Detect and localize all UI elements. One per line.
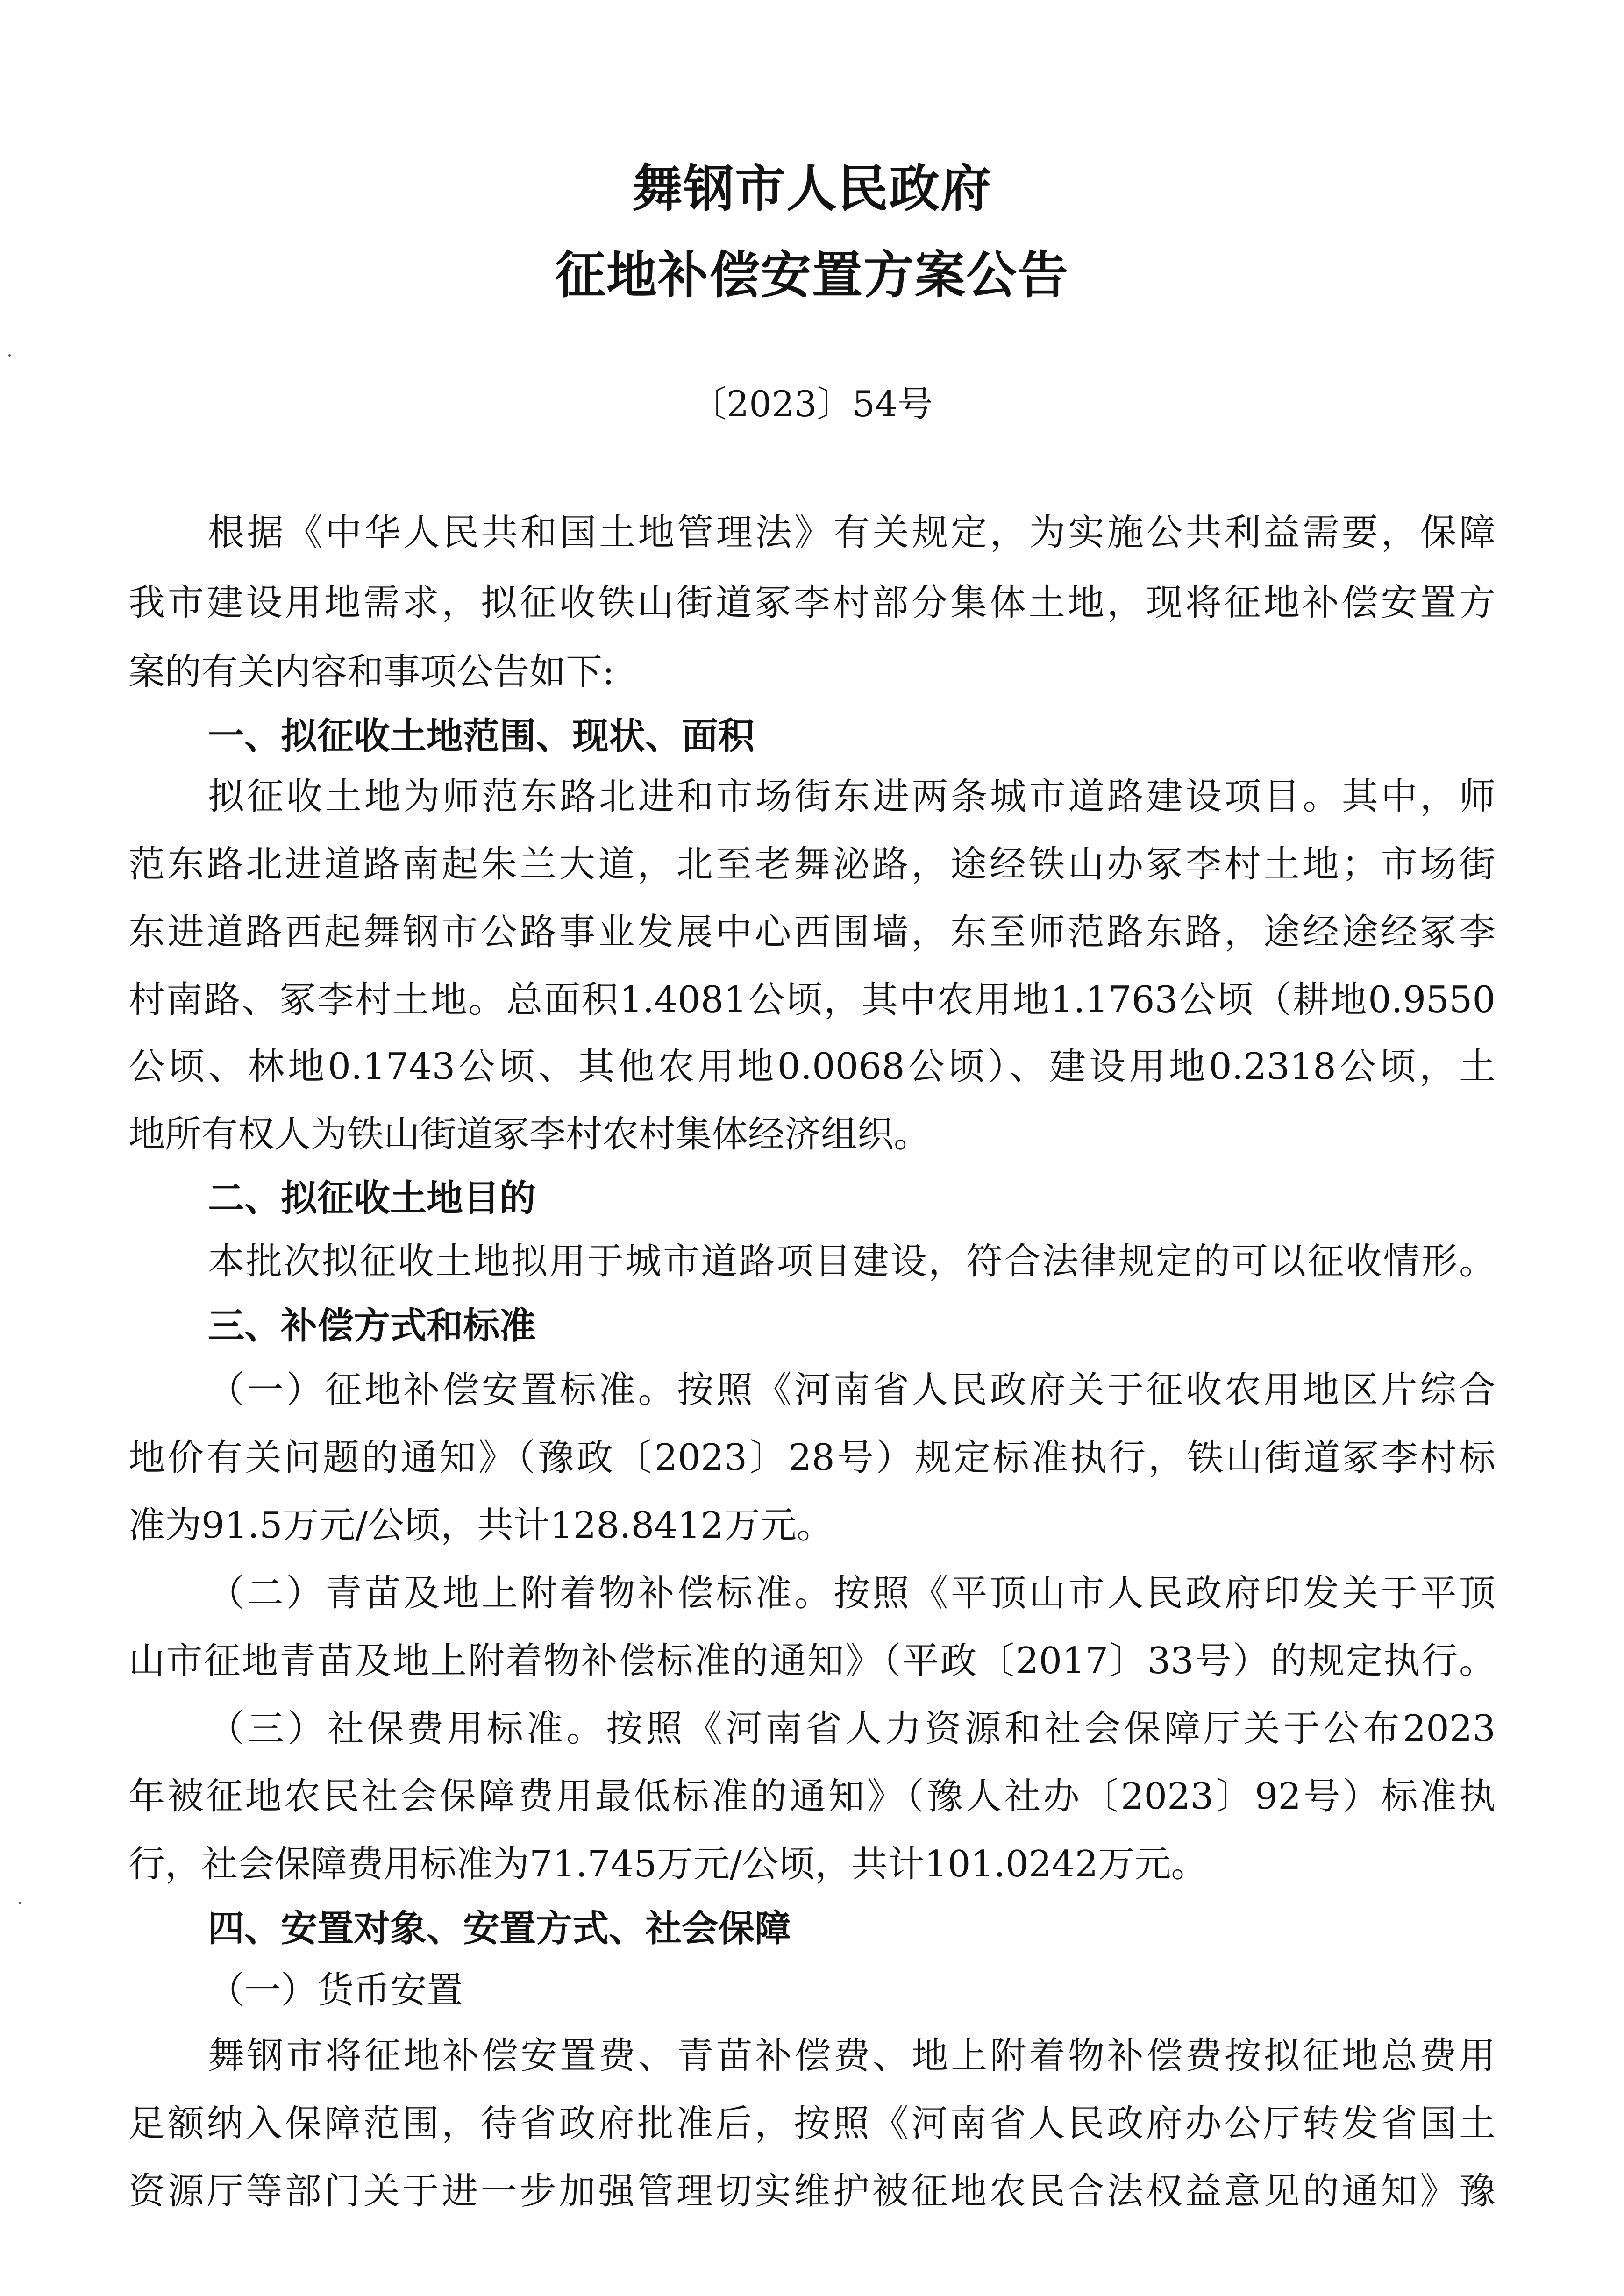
paragraph-line: 根据《中华人民共和国土地管理法》有关规定，为实施公共利益需要，保障 [208, 512, 1496, 554]
paragraph-line: 舞钢市将征地补偿安置费、青苗补偿费、地上附着物补偿费按拟征地总费用 [208, 2035, 1496, 2077]
paragraph-line: 足额纳入保障范围，待省政府批准后，按照《河南省人民政府办公厅转发省国土 [128, 2103, 1496, 2145]
section-heading: 二、拟征收土地目的 [208, 1177, 536, 1219]
scan-speck [19, 1902, 21, 1904]
paragraph-line: 准为91.5万元/公顷，共计128.8412万元。 [128, 1505, 833, 1547]
section-heading: 三、补偿方式和标准 [208, 1305, 536, 1347]
scan-speck [8, 354, 11, 357]
paragraph-line: （二）青苗及地上附着物补偿标准。按照《平顶山市人民政府印发关于平顶 [208, 1572, 1496, 1614]
paragraph-line: 我市建设用地需求，拟征收铁山街道冢李村部分集体土地，现将征地补偿安置方 [128, 582, 1496, 624]
paragraph-line: 本批次拟征收土地拟用于城市道路项目建设，符合法律规定的可以征收情形。 [208, 1241, 1496, 1283]
paragraph-line: 山市征地青苗及地上附着物补偿标准的通知》（平政〔2017〕33号）的规定执行。 [128, 1640, 1496, 1682]
document-number: 〔2023〕54号 [691, 383, 933, 425]
subsection-heading: （一）货币安置 [208, 1969, 463, 2011]
paragraph-line: 行，社会保障费用标准为71.745万元/公顷，共计101.0242万元。 [128, 1843, 1208, 1885]
section-heading: 一、拟征收土地范围、现状、面积 [208, 715, 755, 757]
document-title-line-2: 征地补偿安置方案公告 [555, 246, 1069, 305]
paragraph-line: 地所有权人为铁山街道冢李村农村集体经济组织。 [128, 1113, 931, 1155]
paragraph-line: 拟征收土地为师范东路北进和市场街东进两条城市道路建设项目。其中，师 [208, 776, 1496, 818]
section-heading: 四、安置对象、安置方式、社会保障 [208, 1908, 791, 1950]
document-title-line-1: 舞钢市人民政府 [632, 160, 992, 218]
paragraph-line: 资源厅等部门关于进一步加强管理切实维护被征地农民合法权益意见的通知》豫 [128, 2170, 1496, 2212]
paragraph-line: 年被征地农民社会保障费用最低标准的通知》（豫人社办〔2023〕92号）标准执 [128, 1775, 1496, 1818]
paragraph-line: 地价有关问题的通知》（豫政〔2023〕28号）规定标准执行，铁山街道冢李村标 [128, 1437, 1496, 1479]
paragraph-line: （一）征地补偿安置标准。按照《河南省人民政府关于征收农用地区片综合 [208, 1369, 1496, 1411]
paragraph-line: 案的有关内容和事项公告如下: [128, 651, 615, 693]
paragraph-line: 东进道路西起舞钢市公路事业发展中心西围墙，东至师范路东路，途经途经冢李 [128, 911, 1496, 953]
paragraph-line: 范东路北进道路南起朱兰大道，北至老舞泌路，途经铁山办冢李村土地；市场街 [128, 843, 1496, 885]
paragraph-line: 公顷、林地0.1743公顷、其他农用地0.0068公顷）、建设用地0.2318公顷，土 [128, 1046, 1496, 1088]
paragraph-line: （三）社保费用标准。按照《河南省人力资源和社会保障厅关于公布2023 [208, 1708, 1496, 1750]
paragraph-line: 村南路、冢李村土地。总面积1.4081公顷，其中农用地1.1763公顷（耕地0.9550 [128, 979, 1496, 1021]
